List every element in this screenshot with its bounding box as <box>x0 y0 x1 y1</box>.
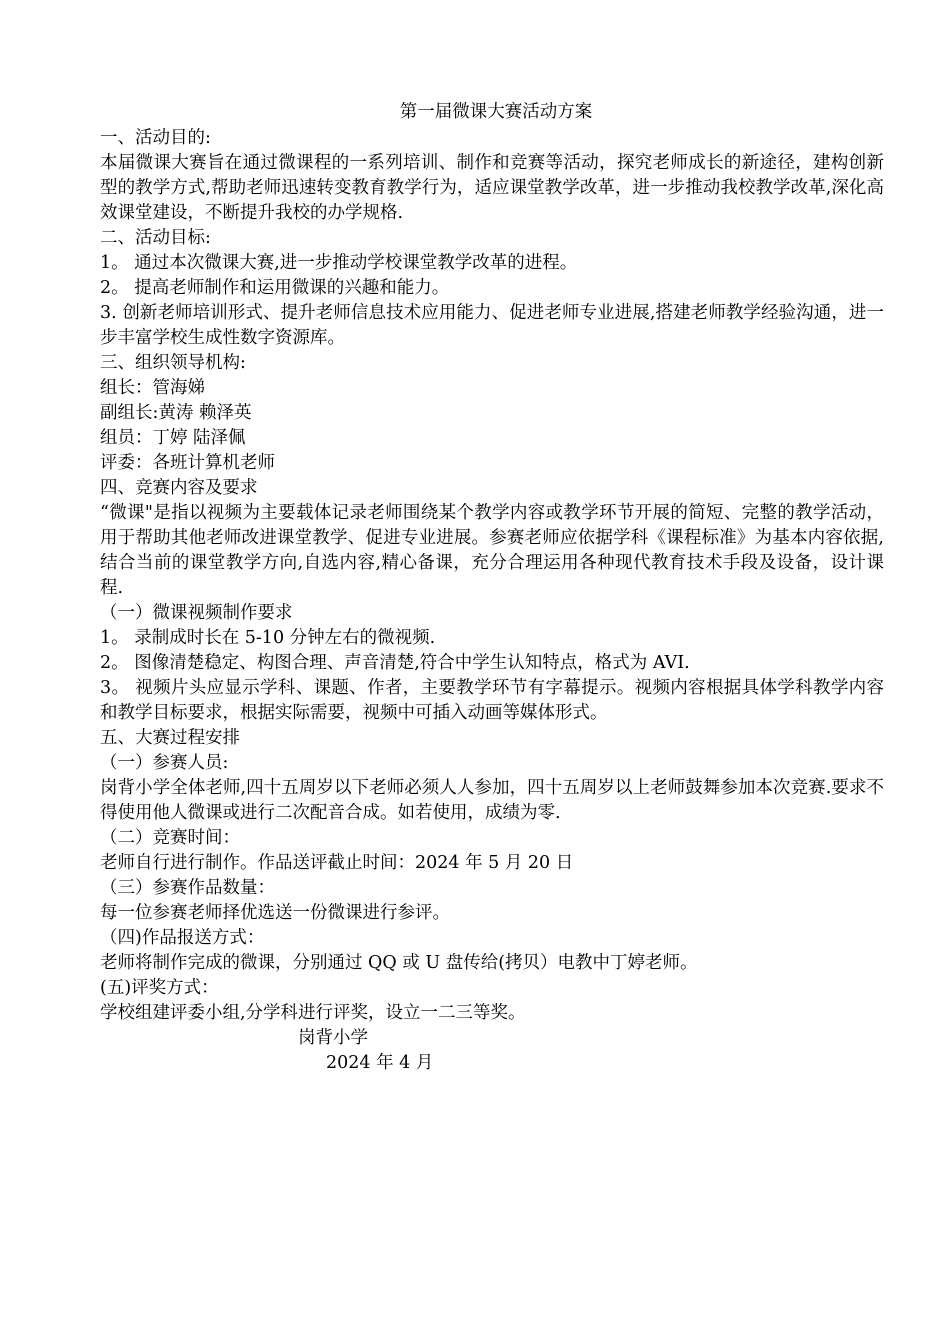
org-leader: 组长：管海娣 <box>100 378 205 398</box>
paragraph: 岗背小学全体老师,四十五周岁以下老师必须人人参加，四十五周岁以上老师鼓舞参加本次竞赛.要求不得使用他人微课或进行二次配音合成。如若使用，成绩为零. <box>100 778 884 823</box>
list-item: 3。 视频片头应显示学科、课题、作者，主要教学环节有字幕提示。视频内容根据具体学科教学内容和教学目标要求，根据实际需要，视频中可插入动画等媒体形式。 <box>100 678 884 723</box>
document-title: 第一届微课大赛活动方案 <box>399 102 593 122</box>
subsection-heading: （三）参赛作品数量： <box>100 878 275 898</box>
section-heading: 三、组织领导机构: <box>100 353 246 373</box>
subsection-heading: （一）参赛人员: <box>100 753 229 773</box>
paragraph: 本届微课大赛旨在通过微课程的一系列培训、制作和竞赛等活动，探究老师成长的新途径，建构创新型的教学方式,帮助老师迅速转变教育教学行为，适应课堂教学改革，进一步推动我校教学改革,深化高效课堂建设，不断提升我校的办学规格. <box>100 153 884 223</box>
paragraph: 老师将制作完成的微课，分别通过 QQ 或 U 盘传给(拷贝）电教中丁婷老师。 <box>100 953 698 973</box>
document-page <box>100 98 884 1076</box>
subsection-heading: （一）微课视频制作要求 <box>100 603 293 623</box>
org-vice-leader: 副组长:黄涛 赖泽英 <box>100 403 252 423</box>
paragraph: 老师自行进行制作。作品送评截止时间：2024 年 5 月 20 日 <box>100 853 574 873</box>
list-item: 1。 录制成时长在 5-10 分钟左右的微视频. <box>100 628 436 648</box>
section-heading: 五、大赛过程安排 <box>100 728 240 748</box>
org-members: 组员：丁婷 陆泽佩 <box>100 428 246 448</box>
paragraph: “微课"是指以视频为主要载体记录老师围绕某个教学内容或教学环节开展的简短、完整的教学活动，用于帮助其他老师改进课堂教学、促进专业进展。参赛老师应依据学科《课程标准》为基本内容依据,结合当前的课堂教学方向,自选内容,精心备课，充分合理运用各种现代教育技术手段及设备，设计课程. <box>100 503 884 598</box>
list-item: 2。 提高老师制作和运用微课的兴趣和能力。 <box>100 278 450 298</box>
subsection-heading: （四)作品报送方式： <box>100 928 265 948</box>
paragraph: 每一位参赛老师择优选送一份微课进行参评。 <box>100 903 450 923</box>
subsection-heading: （二）竞赛时间： <box>100 828 240 848</box>
org-judges: 评委：各班计算机老师 <box>100 453 275 473</box>
section-heading: 一、活动目的: <box>100 128 211 148</box>
subsection-heading: (五)评奖方式： <box>100 978 219 998</box>
paragraph: 学校组建评委小组,分学科进行评奖，设立一二三等奖。 <box>100 1003 526 1023</box>
list-item: 3. 创新老师培训形式、提升老师信息技术应用能力、促进老师专业进展,搭建老师教学经验沟通，进一步丰富学校生成性数字资源库。 <box>100 303 884 348</box>
list-item: 1。 通过本次微课大赛,进一步推动学校课堂教学改革的进程。 <box>100 253 578 273</box>
section-heading: 二、活动目标: <box>100 228 211 248</box>
signature-date: 2024 年 4 月 <box>326 1053 434 1073</box>
list-item: 2。 图像清楚稳定、构图合理、声音清楚,符合中学生认知特点，格式为 AVI. <box>100 653 690 673</box>
signature-school: 岗背小学 <box>298 1028 368 1048</box>
section-heading: 四、竞赛内容及要求 <box>100 478 258 498</box>
